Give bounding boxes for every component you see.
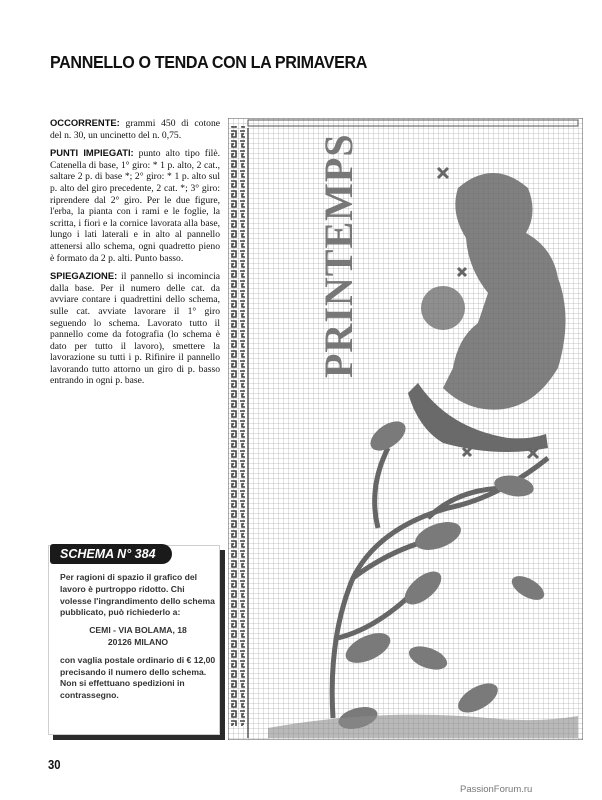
stitches-paragraph: [50, 147, 220, 264]
address-line-1: CEMI - VIA BOLAMA, 18: [89, 625, 187, 636]
stitches-text: punto alto tipo filè. Catenella di base, 1° giro: * 1 p. alto, 2 cat., saltare 2 p. di base *; 2° giro: * 1 p. alto sul p. alto del giro precedente, 2 cat. *; 3° giro: riprendere dal 2° giro. Per le due figure, l'erba, la pianta con i rami e le foglie, la scritta, i fiori e la cornice lavorata alla base, lungo i lati laterali e in alto al pannello attenersi allo schema, ogni quadretto pieno è formato da 2 p. alti. Punto basso.: [50, 148, 220, 264]
materials-text: grammi 450 di cotone del n. 30, un uncinetto del n. 0,75.: [50, 118, 220, 141]
explanation-paragraph: [50, 270, 220, 387]
page-number: 30: [48, 758, 61, 772]
schema-info: [60, 572, 216, 708]
schema-label: SCHEMA N° 384: [50, 544, 172, 564]
watermark: PassionForum.ru: [460, 784, 533, 795]
address-line-2: 20126 MILANO: [107, 636, 169, 647]
materials-heading: OCCORRENTE:: [50, 117, 120, 128]
schema-intro: Per ragioni di spazio il grafico del lavoro è purtroppo ridotto. Chi volesse l'ingrandimento dello schema pubblicato, può richiederlo a:: [60, 572, 215, 618]
schema-outro: con vaglia postale ordinario di € 12,00 precisando il numero dello schema. Non si effettuano spedizioni in contrassegno.: [60, 654, 216, 701]
filet-crochet-chart: [228, 118, 583, 740]
explanation-heading: SPIEGAZIONE:: [50, 270, 118, 282]
chart-inscription: PRINTEMPS: [316, 133, 361, 378]
schema-address: [60, 625, 216, 649]
left-border-pattern: [231, 126, 245, 726]
explanation-text: il pannello si incomincia dalla base. Per il numero delle cat. da avviare contare i quadrettini dello schema, sulle cat. avviate lavorare il 1° giro seguendo lo schema. Lavorato tutto il pannello come da fotografia (lo schema è dato per tutto il lavoro), smettere la lavorazione su tutti i p. Rifinire il pannello lavorando tutto attorno un giro di p. basso entrando in ogni p. base.: [50, 271, 220, 387]
materials-paragraph: [50, 117, 220, 141]
instructions-column: [50, 117, 220, 393]
page-title: PANNELLO O TENDA CON LA PRIMAVERA: [50, 52, 368, 72]
stitches-heading: PUNTI IMPIEGATI:: [50, 147, 134, 159]
